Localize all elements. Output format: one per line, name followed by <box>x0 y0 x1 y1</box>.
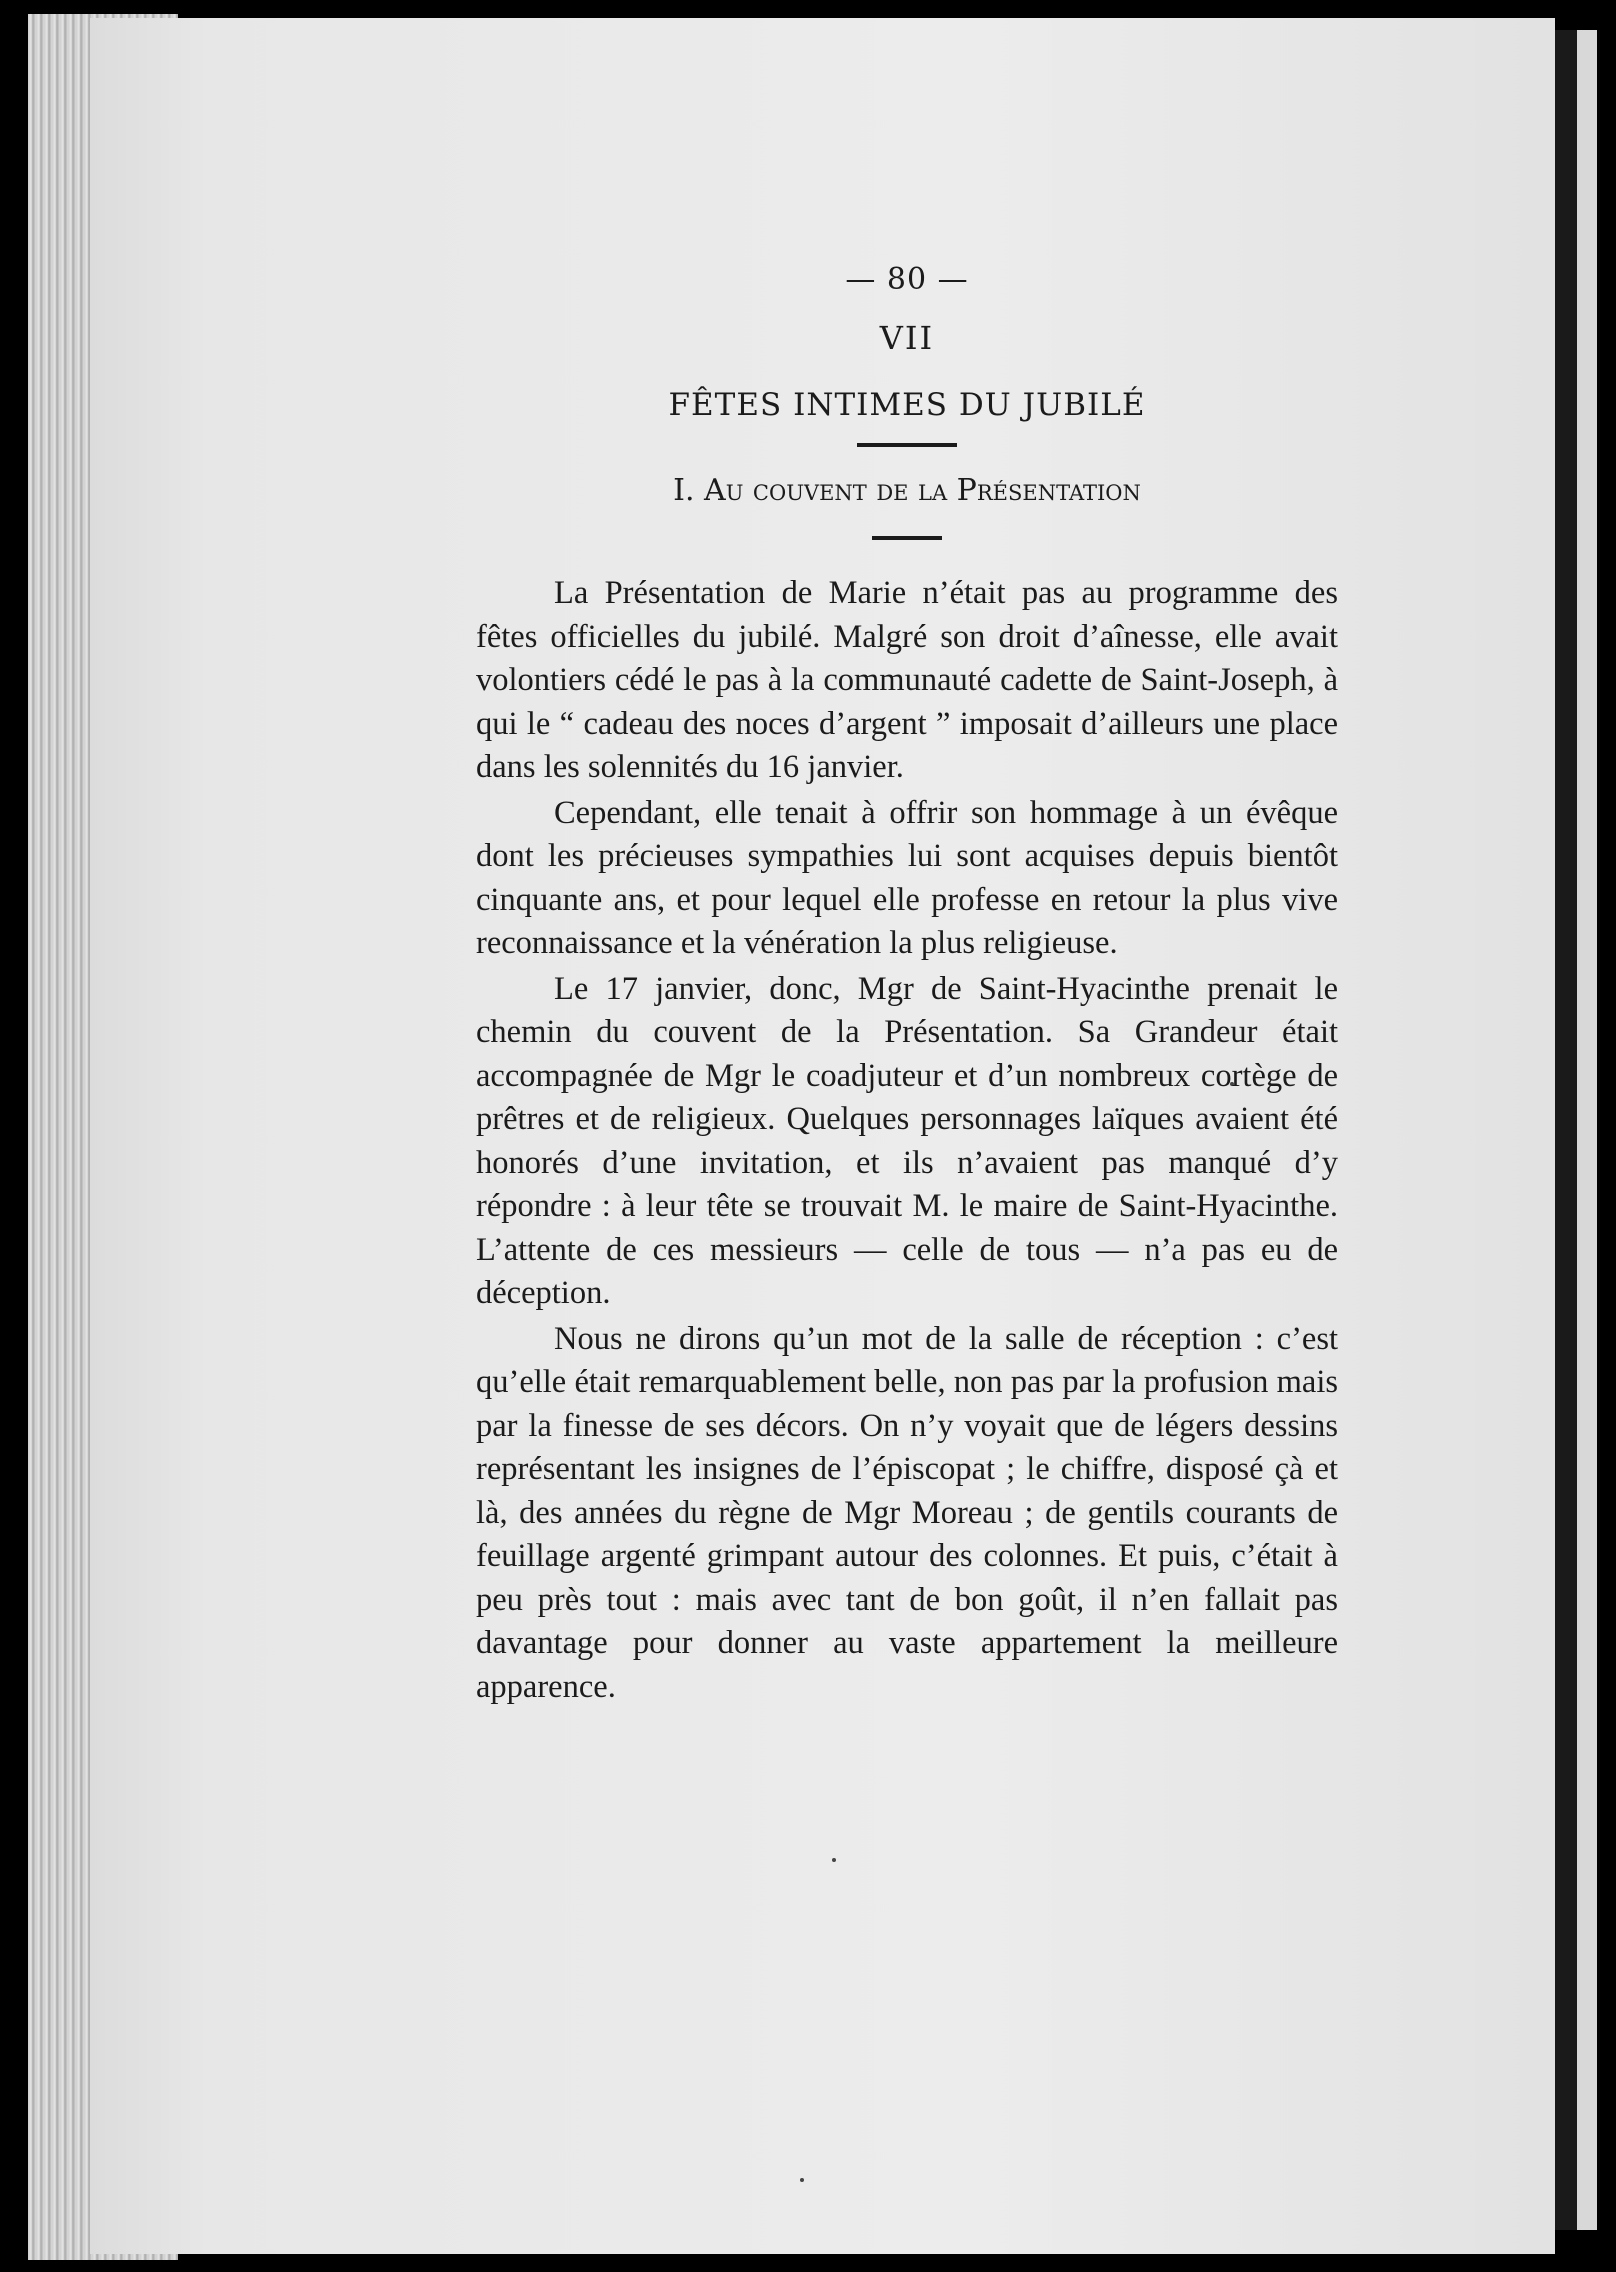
paragraph: Cependant, elle tenait à offrir son hommage à un évêque dont les précieuses sympathies lui sont acquises depuis bientôt cinquante ans, et pour lequel elle professe en retour la plus vive reconnaissance et la vénération la plus religieuse. <box>476 794 1338 961</box>
paragraph: Nous ne dirons qu’un mot de la salle de réception : c’est qu’elle était remarquablement belle, non pas par la profusion mais par la finesse de ses décors. On n’y voyait que de légers dessins représentant les insignes de l’épiscopat ; le chiffre, disposé çà et là, des années du règne de Mgr Moreau ; de gentils courants de feuillage argenté grimpant autour des colonnes. Et puis, c’était à peu près tout : mais avec tant de bon goût, il n’en fallait pas davantage pour donner au vaste appartement la meilleure apparence. <box>476 1320 1338 1705</box>
binding-shadow <box>1555 30 1577 2230</box>
title-rule <box>857 443 957 447</box>
paragraph: Le 17 janvier, donc, Mgr de Saint-Hyacinthe prenait le chemin du couvent de la Présentation. Sa Grandeur était accompagnée de Mgr le coadjuteur et d’un nombreux cortège de prêtres et de religieux. Quelques personnages laïques avaient été honorés d’une invitation, et ils n’avaient pas manqué d’y répondre : à leur tête se trouvait M. le maire de Saint-Hyacinthe. L’attente de ces messieurs — celle de tous — n’a pas eu de déception. <box>476 970 1338 1311</box>
speck <box>800 2178 804 2182</box>
page-text <box>476 262 1338 1709</box>
section-rule <box>872 536 942 540</box>
speck <box>832 1858 836 1862</box>
paragraph: La Présentation de Marie n’était pas au programme des fêtes officielles du jubilé. Malgré son droit d’aînesse, elle avait volontiers cédé le pas à la communauté cadette de Saint-Joseph, à qui le “ cadeau des noces d’argent ” imposait d’ailleurs une place dans les solennités du 16 janvier. <box>476 575 1338 785</box>
chapter-number: VII <box>879 319 935 357</box>
chapter-title: FÊTES INTIMES DU JUBILÉ <box>668 387 1146 423</box>
page-number: — 80 — <box>845 262 969 297</box>
section-title: I. Au couvent de la Présentation <box>673 473 1141 508</box>
facing-page-edge <box>1577 30 1597 2230</box>
